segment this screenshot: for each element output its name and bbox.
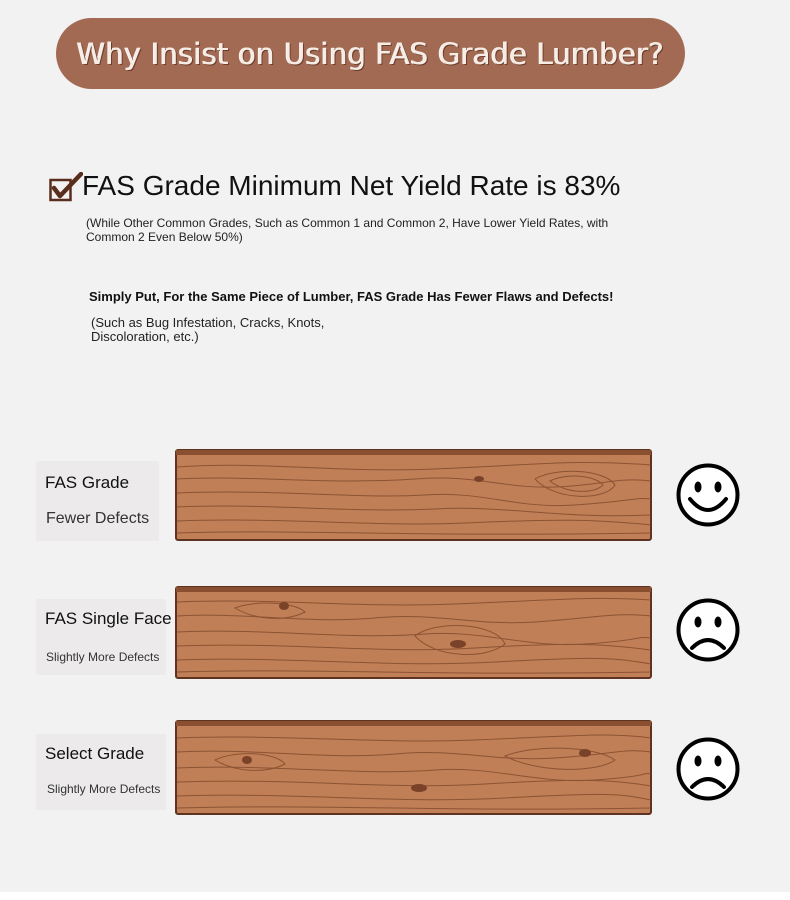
title-banner [56, 18, 685, 89]
yield-note: (While Other Common Grades, Such as Common 1 and Common 2, Have Lower Yield Rates, with Common 2 Even Below 50%) [86, 216, 609, 244]
smiling-face-icon [676, 463, 740, 527]
yield-headline: FAS Grade Minimum Net Yield Rate is 83% [82, 170, 621, 201]
grade-description: Fewer Defects [46, 510, 150, 527]
frowning-face-icon [676, 598, 740, 662]
wood-plank-icon [175, 586, 652, 679]
checkmark-box-icon [49, 172, 83, 202]
grade-name: FAS Grade [45, 473, 130, 492]
defect-examples: (Such as Bug Infestation, Cracks, Knots, Discoloration, etc.) [91, 315, 325, 344]
wood-plank-icon [175, 720, 652, 815]
grade-description: Slightly More Defects [46, 650, 160, 664]
grade-name: FAS Single Face [45, 609, 172, 628]
frowning-face-icon [676, 737, 740, 801]
wood-plank-icon [175, 449, 652, 541]
page-title: Why Insist on Using FAS Grade Lumber? [76, 36, 665, 71]
grade-description: Slightly More Defects [47, 782, 161, 796]
grade-name: Select Grade [45, 744, 145, 763]
summary-text: Simply Put, For the Same Piece of Lumber, FAS Grade Has Fewer Flaws and Defects! [89, 289, 614, 304]
